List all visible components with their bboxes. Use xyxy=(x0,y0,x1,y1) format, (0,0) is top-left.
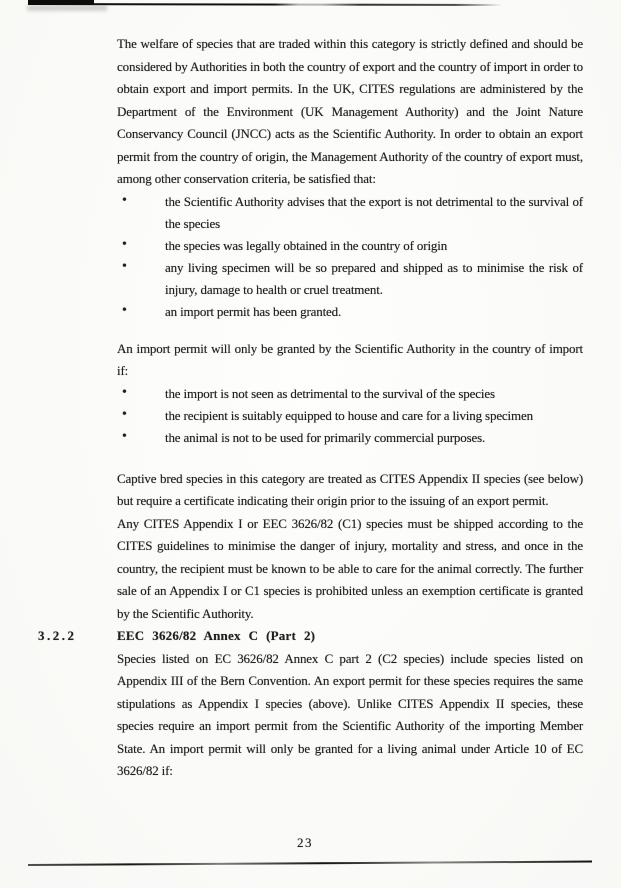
bullet-text: the species was legally obtained in the country of origin xyxy=(165,237,448,253)
text-column xyxy=(38,33,583,783)
paragraph-shipping: Any CITES Appendix I or EEC 3626/82 (C1) species must be shipped according to the CITES guidelines to minimise the danger of injury, mortality and stress, and once in the country, the recipient must be known to be able to care for the animal correctly. The further sale of an Appendix I or C1 species is prohibited unless an exemption certificate is granted by the Scientific Authority. xyxy=(117,515,583,621)
bullet-icon: • xyxy=(122,406,127,422)
bullet-icon: • xyxy=(122,302,127,318)
section-body: Species listed on EC 3626/82 Annex C part 2 (C2 species) include species listed on Appendix III of the Bern Convention. An export permit for these species requires the same stipulations as Appendix I species (above). Unlike CITES Appendix II species, these species require an import permit from the Scientific Authority of the importing Member State. An import permit will only be granted for a living animal under Article 10 of EC 3626/82 if: xyxy=(117,650,583,778)
bullet-item xyxy=(117,235,583,257)
scan-smudge xyxy=(27,5,107,11)
bullet-text: any living specimen will be so prepared and shipped as to minimise the risk of injury, damage to health or cruel treatment. xyxy=(165,259,583,297)
paragraph-captive-bred: Captive bred species in this category are treated as CITES Appendix II species (see below) but require a certificate indicating their origin prior to the issuing of an export permit. xyxy=(117,470,583,508)
bullet-item xyxy=(117,383,583,405)
section-heading: EEC 3626/82 Annex C (Part 2) xyxy=(117,628,316,643)
paragraph-import-intro: An import permit will only be granted by the Scientific Authority in the country of import if: xyxy=(117,340,583,378)
page-number: 23 xyxy=(297,835,313,850)
bullet-text: the import is not seen as detrimental to the survival of the species xyxy=(165,385,495,401)
bottom-rule xyxy=(28,861,592,866)
paragraph-welfare: The welfare of species that are traded within this category is strictly defined and should be considered by Authorities in both the country of export and the country of import in order to obtain export and import permits. In the UK, CITES regulations are administered by the Department of the Environment (UK Management Authority) and the Joint Nature Conservancy Council (JNCC) acts as the Scientific Authority. In order to obtain an export permit from the country of origin, the Management Authority of the country of export must, among other conservation criteria, be satisfied that: xyxy=(117,36,583,186)
bullet-item xyxy=(117,427,583,449)
bullet-item xyxy=(117,191,583,235)
cut-off-header-fragment xyxy=(28,0,94,5)
import-conditions-list xyxy=(117,383,583,449)
bullet-item xyxy=(117,301,583,323)
bullet-icon: • xyxy=(122,192,127,208)
section-number: 3.2.2 xyxy=(38,628,77,643)
bullet-icon: • xyxy=(122,236,127,252)
export-conditions-list xyxy=(117,191,583,323)
section-3-2-2 xyxy=(38,625,583,783)
bullet-item xyxy=(117,257,583,301)
bullet-text: an import permit has been granted. xyxy=(165,303,342,319)
bullet-icon: • xyxy=(122,428,127,444)
bullet-text: the Scientific Authority advises that the export is not detrimental to the survival of the species xyxy=(165,193,583,231)
bullet-text: the animal is not to be used for primarily commercial purposes. xyxy=(165,429,486,445)
bullet-item xyxy=(117,405,583,427)
bullet-icon: • xyxy=(122,384,127,400)
bullet-text: the recipient is suitably equipped to house and care for a living specimen xyxy=(165,407,533,423)
bullet-icon: • xyxy=(122,258,127,274)
